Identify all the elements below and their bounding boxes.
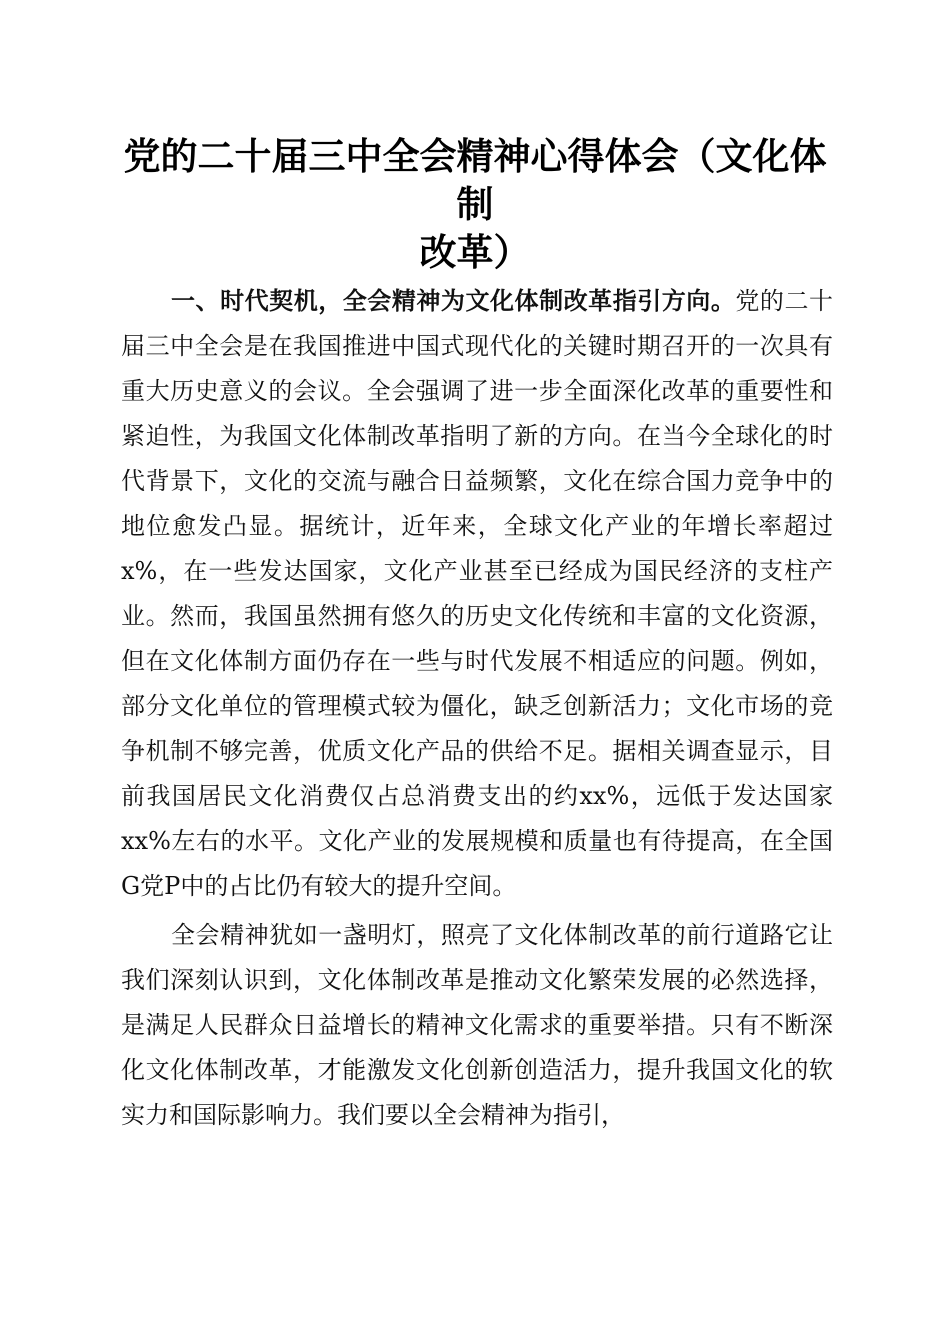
paragraph-1 [121, 279, 833, 909]
paragraph-2 [121, 913, 833, 1138]
paragraph-2-text: 全会精神犹如一盏明灯，照亮了文化体制改革的前行道路它让我们深刻认识到，文化体制改革是推动文化繁荣发展的必然选择，是满足人民群众日益增长的精神文化需求的重要举措。只有不断深化文化体制改革，才能激发文化创新创造活力，提升我国文化的软实力和国际影响力。我们要以全会精神为指引， [121, 921, 833, 1129]
document-title [110, 132, 840, 276]
paragraph-1-text: 党的二十届三中全会是在我国推进中国式现代化的关键时期召开的一次具有重大历史意义的会议。全会强调了进一步全面深化改革的重要性和紧迫性，为我国文化体制改革指明了新的方向。在当今全球化的时代背景下，文化的交流与融合日益频繁，文化在综合国力竞争中的地位愈发凸显。据统计，近年来，全球文化产业的年增长率超过x%，在一些发达国家，文化产业甚至已经成为国民经济的支柱产业。然而，我国虽然拥有悠久的历史文化传统和丰富的文化资源，但在文化体制方面仍存在一些与时代发展不相适应的问题。例如，部分文化单位的管理模式较为僵化，缺乏创新活力；文化市场的竞争机制不够完善，优质文化产品的供给不足。据相关调查显示，目前我国居民文化消费仅占总消费支出的约xx%，远低于发达国家xx%左右的水平。文化产业的发展规模和质量也有待提高，在全国G党P中的占比仍有较大的提升空间。 [121, 287, 834, 900]
document-body [121, 279, 833, 1142]
title-line-2: 改革） [419, 230, 531, 274]
section-heading: 一、时代契机，全会精神为文化体制改革指引方向。 [171, 287, 736, 315]
title-line-1: 党的二十届三中全会精神心得体会（文化体制 [123, 134, 827, 226]
